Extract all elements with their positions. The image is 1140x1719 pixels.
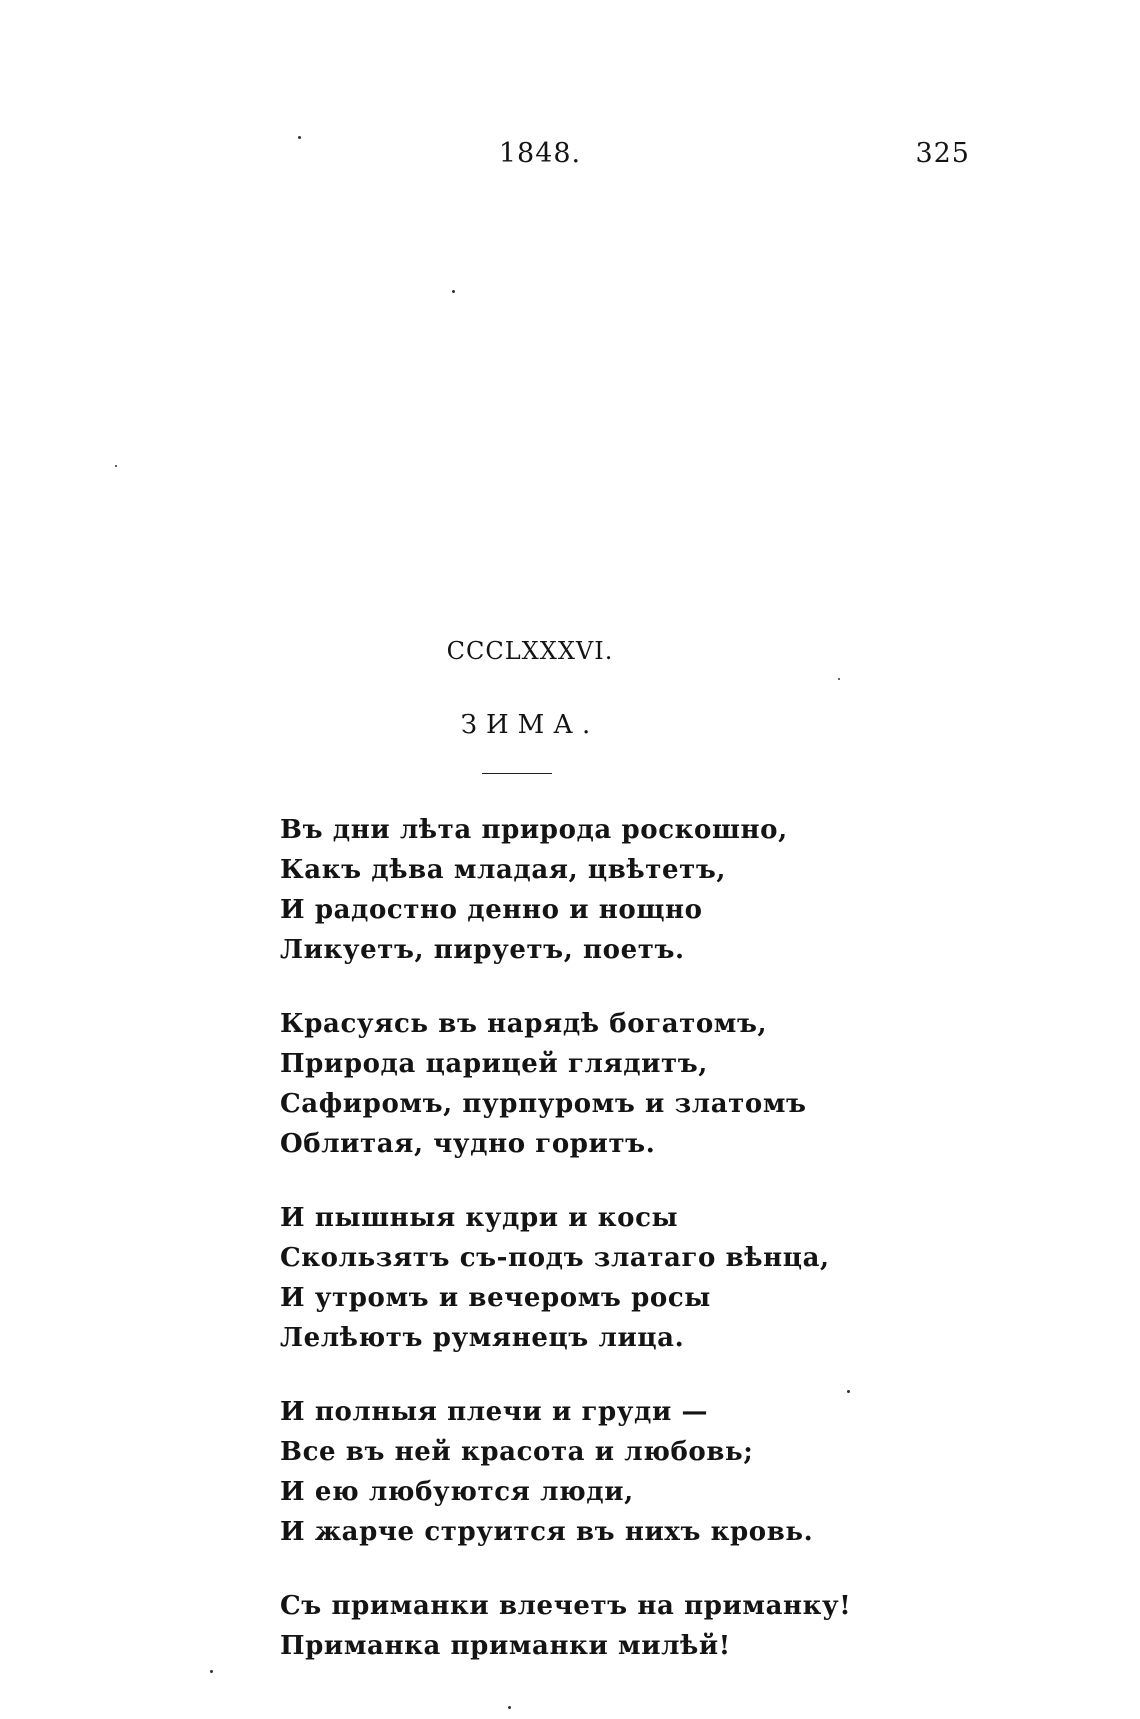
stanza-5	[280, 1586, 852, 1666]
poem-body	[280, 810, 852, 1700]
stanza-1	[280, 810, 840, 970]
scan-speck	[508, 1706, 511, 1709]
poem-line: Все въ ней красота и любовь;	[280, 1437, 754, 1467]
poem-number: CCCLXXXVI.	[446, 637, 614, 665]
scan-speck	[298, 136, 301, 139]
poem-line: Ликуетъ, пируетъ, поетъ.	[280, 935, 685, 965]
scan-speck	[115, 465, 117, 467]
poem-line: И радостно денно и нощно	[280, 895, 703, 925]
page-number: 325	[915, 138, 970, 169]
poem-line: Лелѣютъ румянецъ лица.	[280, 1323, 685, 1353]
poem-line: И полныя плечи и груди —	[280, 1397, 709, 1427]
poem-line: И жарче струится въ нихъ кровь.	[280, 1517, 814, 1547]
poem-line: Сафиромъ, пурпуромъ и златомъ	[280, 1089, 807, 1119]
poem-line: Какъ дѣва младая, цвѣтетъ,	[280, 855, 727, 885]
poem-line: Скользятъ съ-подъ златаго вѣнца,	[280, 1243, 830, 1273]
poem-line: Природа царицей глядитъ,	[280, 1049, 708, 1079]
title-divider	[482, 773, 552, 774]
stanza-4	[280, 1392, 840, 1552]
poem-line: И утромъ и вечеромъ росы	[280, 1283, 711, 1313]
poem-line: Съ приманки влечетъ на приманку!	[280, 1591, 852, 1621]
scan-speck	[847, 1390, 850, 1393]
running-header-year: 1848.	[498, 138, 582, 169]
poem-line: Красуясь въ нарядѣ богатомъ,	[280, 1009, 768, 1039]
scan-speck	[210, 1670, 213, 1673]
scan-speck	[452, 290, 455, 293]
poem-line: Облитая, чудно горитъ.	[280, 1129, 656, 1159]
poem-line: Приманка приманки милѣй!	[280, 1631, 731, 1661]
scan-speck	[838, 678, 840, 680]
poem-line: Въ дни лѣта природа роскошно,	[280, 815, 788, 845]
poem-line: И ею любуются люди,	[280, 1477, 634, 1507]
poem-title: ЗИМА.	[460, 710, 600, 740]
stanza-2	[280, 1004, 840, 1164]
stanza-3	[280, 1198, 840, 1358]
poem-line: И пышныя кудри и косы	[280, 1203, 679, 1233]
